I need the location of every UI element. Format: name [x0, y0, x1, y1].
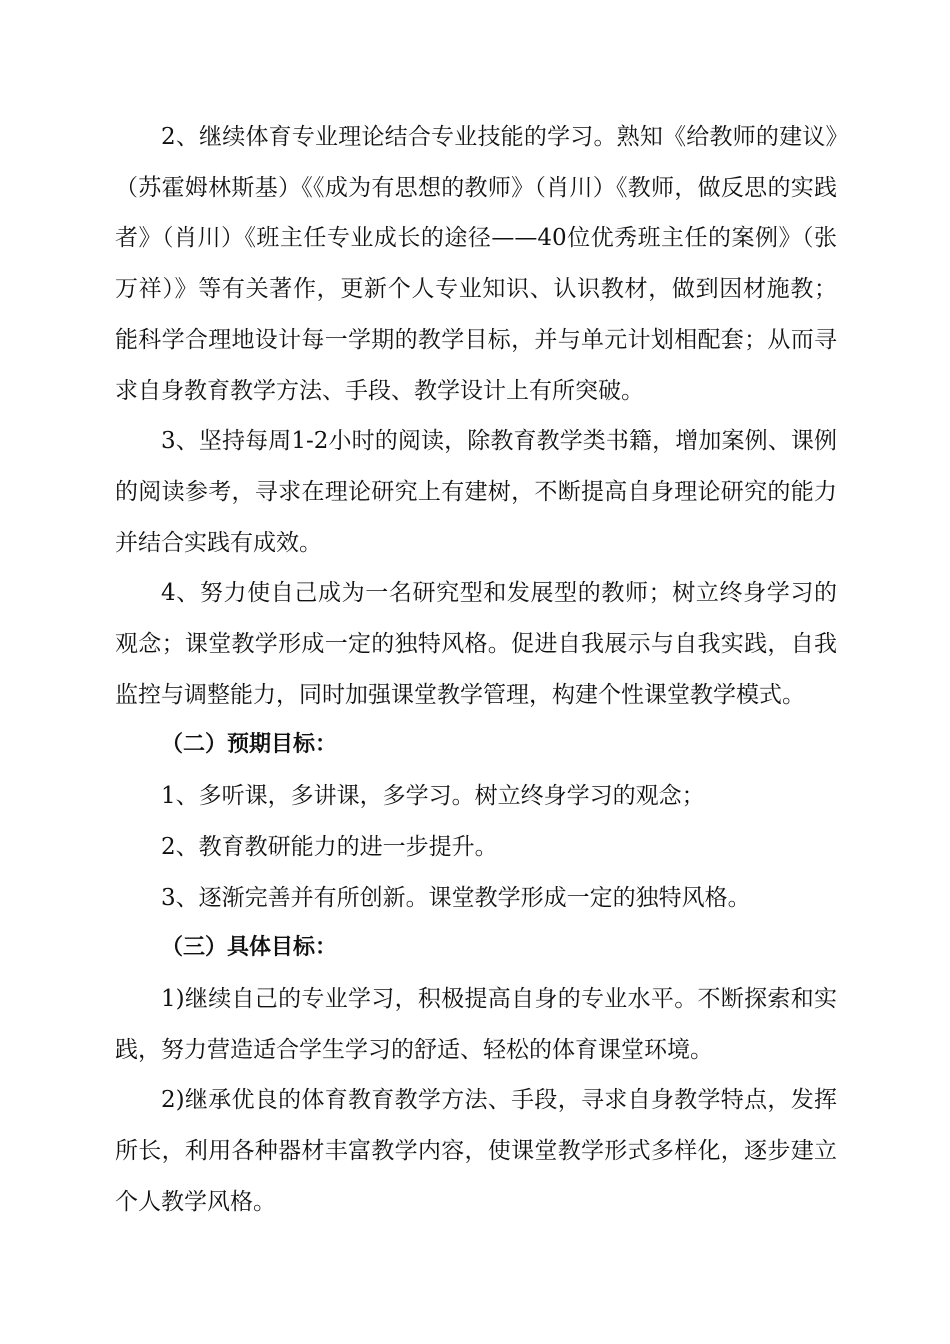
paragraph-item-4: 4、努力使自己成为一名研究型和发展型的教师；树立终身学习的观念；课堂教学形成一定的独特风格。促进自我展示与自我实践，自我监控与调整能力，同时加强课堂教学管理，构建个性课堂教学模式。 — [115, 580, 837, 708]
document-page — [115, 112, 837, 1227]
expected-goal-3: 3、逐渐完善并有所创新。课堂教学形成一定的独特风格。 — [161, 884, 751, 911]
expected-goal-1: 1、多听课，多讲课，多学习。树立终身学习的观念； — [161, 783, 705, 810]
specific-goal-1: 1)继续自己的专业学习，积极提高自身的专业水平。不断探索和实践，努力营造适合学生学习的舒适、轻松的体育课堂环境。 — [115, 985, 837, 1063]
specific-goal-2: 2)继承优良的体育教育教学方法、手段，寻求自身教学特点，发挥所长，利用各种器材丰富教学内容，使课堂教学形式多样化，逐步建立个人教学风格。 — [115, 1087, 837, 1215]
expected-goal-2: 2、教育教研能力的进一步提升。 — [161, 833, 498, 860]
section-heading-expected-goals: （二）预期目标： — [161, 732, 338, 758]
section-heading-specific-goals: （三）具体目标： — [161, 935, 338, 961]
paragraph-item-3: 3、坚持每周1-2小时的阅读，除教育教学类书籍，增加案例、课例的阅读参考，寻求在理论研究上有建树，不断提高自身理论研究的能力并结合实践有成效。 — [115, 428, 837, 556]
paragraph-item-2: 2、继续体育专业理论结合专业技能的学习。熟知《给教师的建议》（苏霍姆林斯基）《《成为有思想的教师》（肖川）《教师，做反思的实践者》（肖川）《班主任专业成长的途径——40位优秀班主任的案例》（张万祥）》等有关著作，更新个人专业知识、认识教材，做到因材施教；能科学合理地设计每一学期的教学目标，并与单元计划相配套；从而寻求自身教育教学方法、手段、教学设计上有所突破。 — [115, 124, 837, 404]
